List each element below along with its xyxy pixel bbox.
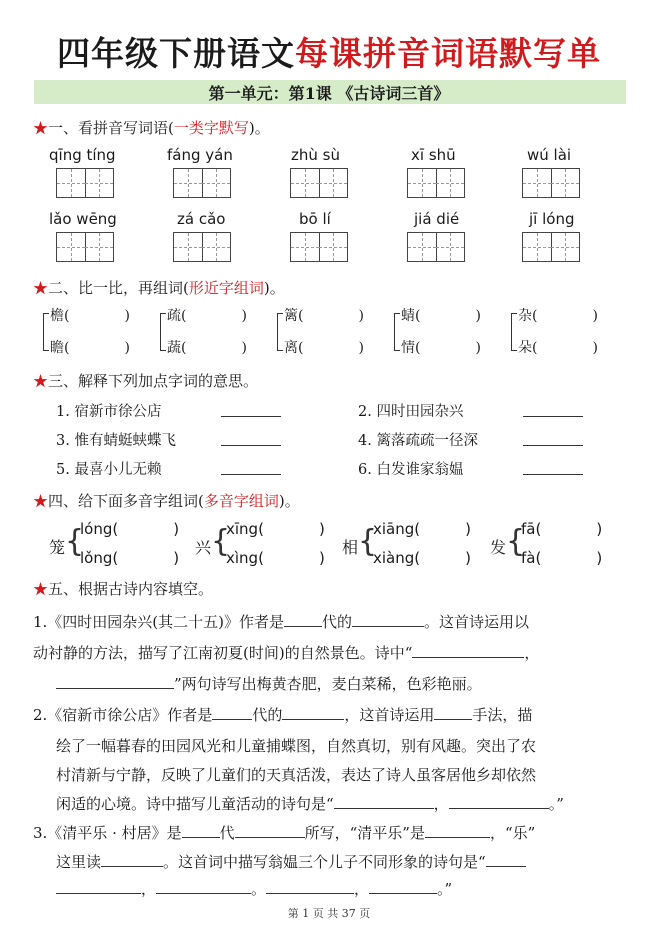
pinyin-2-3: bō lí	[299, 210, 331, 228]
section-1-heading: ★一、看拼音写词语(一类字默写)。	[33, 119, 270, 137]
star-icon: ★	[33, 580, 49, 598]
q3-line2: 这里读 。这首词中描写翁媪三个儿子不同形象的诗句是“	[56, 851, 526, 872]
pinyin-1-1: qīng tíng	[49, 146, 116, 164]
answer-line[interactable]	[523, 416, 583, 417]
pinyin-1-3: zhù sù	[291, 146, 340, 164]
compare-1b[interactable]: 瞻( )	[50, 340, 130, 356]
answer-line[interactable]	[221, 445, 281, 446]
blank[interactable]	[101, 866, 163, 867]
blank[interactable]	[369, 893, 437, 894]
pinyin-2-4: jiá dié	[414, 210, 460, 228]
blank[interactable]	[434, 719, 472, 720]
writing-box[interactable]	[173, 168, 231, 198]
pinyin-1-4: xī shū	[411, 146, 456, 164]
polyphone-reading[interactable]: xiàng( )	[373, 549, 471, 567]
writing-box[interactable]	[407, 232, 465, 262]
polyphone-reading[interactable]: fā( )	[521, 520, 603, 538]
compare-3a[interactable]: 篱( )	[284, 308, 364, 324]
compare-5b[interactable]: 朵( )	[518, 340, 598, 356]
compare-4a[interactable]: 蜻( )	[401, 308, 481, 324]
compare-3b[interactable]: 离( )	[284, 340, 364, 356]
explain-item: 3. 惟有蜻蜓蛱蝶飞	[56, 433, 176, 449]
title-part1: 四年级下册语文	[57, 34, 295, 73]
pinyin-2-2: zá cǎo	[177, 210, 226, 228]
section-4-heading: ★四、给下面多音字组词(多音字组词)。	[33, 492, 300, 510]
blank[interactable]	[266, 893, 354, 894]
q2-line2: 绘了一幅暮春的田园风光和儿童捕蝶图，自然真切，别有风趣。突出了农	[56, 737, 537, 755]
q1-line1: 1.《四时田园杂兴(其二十五)》作者是 代的 。这首诗运用以	[33, 613, 530, 631]
answer-line[interactable]	[523, 445, 583, 446]
compare-5a[interactable]: 杂( )	[518, 308, 598, 324]
polyphone-reading[interactable]: xīng( )	[226, 520, 325, 538]
writing-box[interactable]	[56, 232, 114, 262]
compare-4b[interactable]: 情( )	[401, 340, 481, 356]
polyphone-reading[interactable]: fà( )	[521, 549, 603, 567]
compare-2a[interactable]: 疏( )	[167, 308, 247, 324]
star-icon: ★	[33, 279, 49, 297]
explain-item: 2. 四时田园杂兴	[358, 404, 464, 420]
pinyin-1-2: fáng yán	[167, 146, 233, 164]
blank[interactable]	[56, 688, 174, 689]
polyphone-reading[interactable]: lóng( )	[80, 520, 180, 538]
pinyin-1-5: wú lài	[527, 146, 572, 164]
q2-line1: 2.《宿新市徐公店》作者是 代的 ，这首诗运用 手法，描	[33, 706, 533, 724]
title-part2: 每课拼音词语默写单	[295, 34, 601, 73]
q1-line3: ”两句诗写出梅黄杏肥，麦白菜稀，色彩艳丽。	[56, 673, 482, 694]
blank[interactable]	[425, 837, 490, 838]
section-5-heading: ★五、根据古诗内容填空。	[33, 580, 214, 598]
writing-box[interactable]	[56, 168, 114, 198]
compare-1a[interactable]: 檐( )	[50, 308, 130, 324]
polyphone-char: 发	[490, 538, 507, 557]
answer-line[interactable]	[221, 416, 281, 417]
q2-line4: 闲适的心境。诗中描写儿童活动的诗句是“ ， 。”	[56, 795, 564, 813]
bracket-icon	[394, 313, 400, 351]
blank[interactable]	[334, 808, 434, 809]
explain-item: 1. 宿新市徐公店	[56, 404, 162, 420]
unit-heading: 第一单元：第1课 《古诗词三首》	[208, 84, 450, 103]
brace-icon: {	[358, 524, 378, 559]
writing-box[interactable]	[173, 232, 231, 262]
answer-line[interactable]	[523, 474, 583, 475]
polyphone-char: 笼	[49, 538, 66, 557]
blank[interactable]	[56, 893, 141, 894]
writing-box[interactable]	[290, 232, 348, 262]
pinyin-2-1: lǎo wēng	[49, 210, 117, 228]
page-footer: 第 1 页 共 37 页	[287, 907, 371, 920]
bracket-icon	[160, 313, 166, 351]
blank[interactable]	[284, 626, 322, 627]
explain-item: 6. 白发谁家翁媪	[358, 462, 464, 478]
star-icon: ★	[33, 372, 49, 390]
polyphone-reading[interactable]: xiāng( )	[373, 520, 471, 538]
page-title	[0, 28, 658, 75]
pinyin-2-5: jī lóng	[529, 210, 575, 228]
explain-item: 5. 最喜小儿无赖	[56, 462, 162, 478]
q2-line3: 村清新与宁静，反映了儿童们的天真活泼，表达了诗人虽客居他乡却依然	[56, 766, 537, 784]
polyphone-char: 兴	[195, 538, 212, 557]
writing-box[interactable]	[290, 168, 348, 198]
q3-line3: ， 。 ， 。”	[56, 878, 452, 899]
blank[interactable]	[352, 626, 424, 627]
answer-line[interactable]	[221, 474, 281, 475]
blank[interactable]	[282, 719, 344, 720]
bracket-icon	[277, 313, 283, 351]
polyphone-reading[interactable]: xìng( )	[226, 549, 325, 567]
section-2-heading: ★二、比一比，再组词(形近字组词)。	[33, 279, 285, 297]
writing-box[interactable]	[522, 232, 580, 262]
blank[interactable]	[486, 866, 526, 867]
blank[interactable]	[235, 837, 305, 838]
brace-icon: {	[211, 524, 231, 559]
explain-item: 4. 篱落疏疏一径深	[358, 433, 478, 449]
blank[interactable]	[156, 893, 251, 894]
writing-box[interactable]	[522, 168, 580, 198]
bracket-icon	[43, 313, 49, 351]
compare-2b[interactable]: 蔬( )	[167, 340, 247, 356]
polyphone-reading[interactable]: lǒng( )	[80, 549, 180, 567]
q3-line1: 3.《清平乐 · 村居》是 代 所写，“清平乐”是 ，“乐”	[33, 824, 536, 842]
writing-box[interactable]	[407, 168, 465, 198]
blank[interactable]	[182, 837, 220, 838]
polyphone-char: 相	[342, 538, 359, 557]
blank[interactable]	[449, 808, 549, 809]
q1-line2: 动衬静的方法，描写了江南初夏(时间)的自然景色。诗中“ ，	[33, 644, 540, 662]
blank[interactable]	[412, 657, 524, 658]
brace-icon: {	[506, 524, 526, 559]
section-3-heading: ★三、解释下列加点字词的意思。	[33, 372, 259, 390]
star-icon: ★	[33, 492, 49, 510]
bracket-icon	[511, 313, 517, 351]
star-icon: ★	[33, 119, 49, 137]
blank[interactable]	[212, 719, 252, 720]
brace-icon: {	[65, 524, 85, 559]
